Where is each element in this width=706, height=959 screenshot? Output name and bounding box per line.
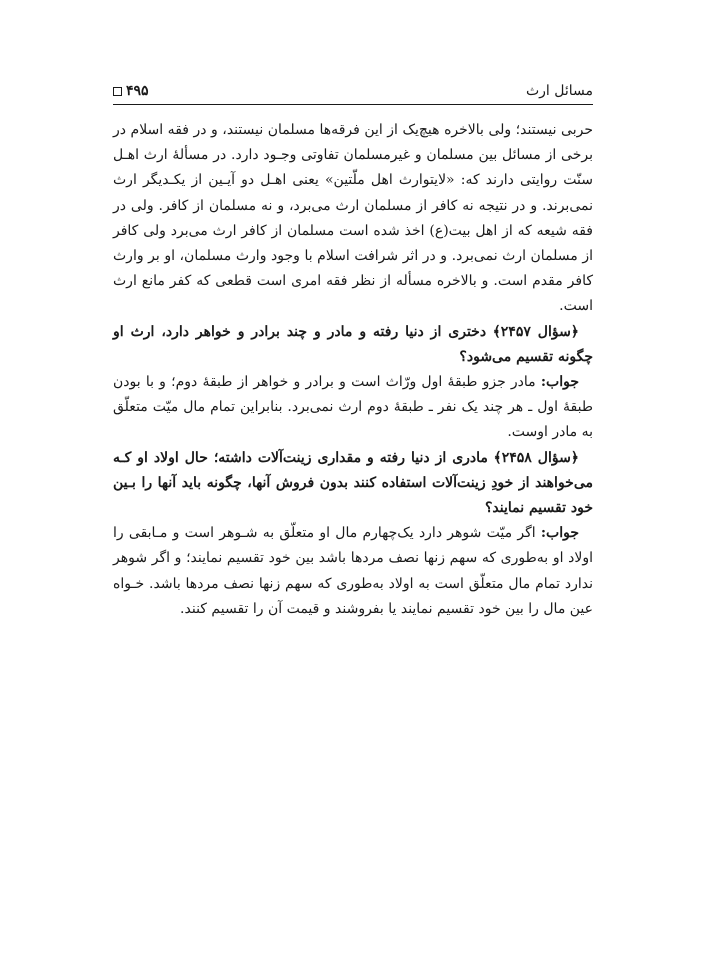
square-ornament-icon (113, 87, 122, 96)
answer-text: مادر جزو طبقهٔ اول ورّاث است و برادر و خواهر از طبقهٔ دوم؛ و با بودن طبقهٔ اول ـ هر چند یک نفر ـ طبقهٔ دوم ارث نمی‌برد. بنابراین تمام مال میّت متعلّق به مادر اوست. (113, 374, 593, 441)
answer-label: جواب: (540, 525, 579, 542)
question-text: دختری از دنیا رفته و مادر و چند برادر و خواهر دارد، ارث او چگونه تقسیم می‌شود؟ (113, 323, 593, 365)
question-label: ﴿سؤال ۲۴۵۷﴾ (492, 323, 580, 340)
question-2457 (113, 320, 593, 370)
question-label: ﴿سؤال ۲۴۵۸﴾ (493, 449, 580, 466)
page-number-group (113, 83, 149, 99)
question-text: مادری از دنیا رفته و مقداری زینت‌آلات داشته؛ حال اولاد او کـه می‌خواهند از خودِ زینت‌آلات استفاده کنند بدون فروش آنها، چگونه باید آنها را بـین خود تقسیم نمایند؟ (113, 449, 593, 517)
answer-2457 (113, 370, 593, 446)
question-2458 (113, 446, 593, 522)
header-rule (113, 104, 593, 105)
page-number: ۴۹۵ (126, 83, 149, 99)
running-header (113, 80, 593, 102)
answer-2458 (113, 521, 593, 622)
paragraph-continued: حربی نیستند؛ ولی بالاخره هیچ‌یک از این فرقه‌ها مسلمان نیستند، و در فقه اسلام در برخی از مسائل بین مسلمان و غیرمسلمان تفاوتی وجـود دارد. در مسألهٔ ارث اهـل سنّت روایتی دارند که: «لایتوارث اهل ملّتین» یعنی اهـل دو آیـین از یکـدیگر ارث نمی‌برند. و در نتیجه نه کافر از مسلمان ارث می‌برد، و نه مسلمان از کافر. ولی در فقه شیعه که از اهل بیت(ع) اخذ شده است مسلمان از کافر ارث می‌برد ولی کافر از مسلمان ارث نمی‌برد. و در اثر شرافت اسلام با وجود وارث مسلمان، او بر وارث کافر مقدم است. و بالاخره مسأله از نظر فقه امری است قطعی که کفر مانع ارث است. (113, 122, 594, 315)
page-body (113, 118, 593, 622)
header-title: مسائل ارث (525, 83, 593, 99)
answer-text: اگر میّت شوهر دارد یک‌چهارم مال او متعلّق به شـوهر است و مـابقی را اولاد او به‌طوری که سهم زنها نصف مردها باشد بین خود تقسیم نمایند؛ و اگر شوهر ندارد تمام مال متعلّق است به اولاد به‌طوری که سهم زنها نصف مردها باشد. خـواه عین مال را بین خود تقسیم نمایند یا بفروشند و قیمت آن را تقسیم کنند. (113, 525, 593, 617)
answer-label: جواب: (540, 374, 580, 391)
